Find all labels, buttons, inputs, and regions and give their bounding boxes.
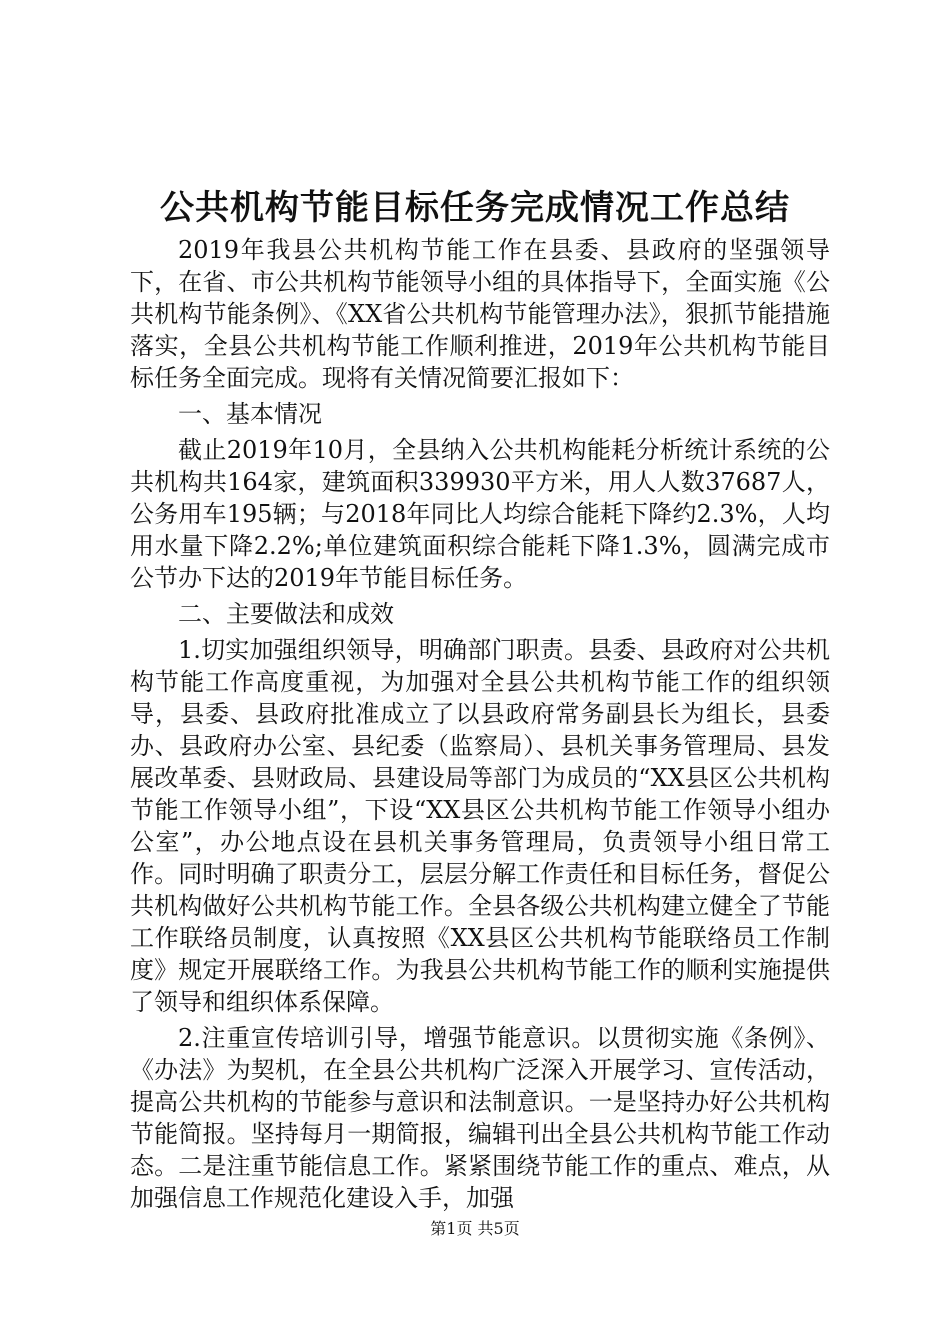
- document-title: 公共机构节能目标任务完成情况工作总结: [160, 188, 790, 228]
- measure-2-paragraph: 2.注重宣传培训引导，增强节能意识。以贯彻实施《条例》、《办法》为契机，在全县公共机构广泛深入开展学习、宣传活动，提高公共机构的节能参与意识和法制意识。一是坚持办好公共机构节能简报。坚持每月一期简报，编辑刊出全县公共机构节能工作动态。二是注重节能信息工作。紧紧围绕节能工作的重点、难点，从加强信息工作规范化建设入手，加强: [130, 1024, 830, 1212]
- page-footer: 第1页 共5页: [430, 1219, 520, 1238]
- section-heading-measures: 二、主要做法和成效: [178, 600, 394, 628]
- measure-1-paragraph: 1.切实加强组织领导，明确部门职责。县委、县政府对公共机构节能工作高度重视，为加强对全县公共机构节能工作的组织领导，县委、县政府批准成立了以县政府常务副县长为组长，县委办、县政府办公室、县纪委（监察局）、县机关事务管理局、县发展改革委、县财政局、县建设局等部门为成员的“XX县区公共机构节能工作领导小组”，下设“XX县区公共机构节能工作领导小组办公室”，办公地点设在县机关事务管理局，负责领导小组日常工作。同时明确了职责分工，层层分解工作责任和目标任务，督促公共机构做好公共机构节能工作。全县各级公共机构建立健全了节能工作联络员制度，认真按照《XX县区公共机构节能联络员工作制度》规定开展联络工作。为我县公共机构节能工作的顺利实施提供了领导和组织体系保障。: [130, 636, 830, 1016]
- section-heading-basic: 一、基本情况: [178, 400, 322, 428]
- document-body: [130, 234, 830, 1218]
- intro-paragraph: 2019年我县公共机构节能工作在县委、县政府的坚强领导下，在省、市公共机构节能领导小组的具体指导下，全面实施《公共机构节能条例》、《XX省公共机构节能管理办法》，狠抓节能措施落实，全县公共机构节能工作顺利推进，2019年公共机构节能目标任务全面完成。现将有关情况简要汇报如下：: [130, 236, 830, 392]
- basic-info-paragraph: 截止2019年10月，全县纳入公共机构能耗分析统计系统的公共机构共164家，建筑面积339930平方米，用人人数37687人，公务用车195辆；与2018年同比人均综合能耗下降约2.3%，人均用水量下降2.2%;单位建筑面积综合能耗下降1.3%，圆满完成市公节办下达的2019年节能目标任务。: [130, 436, 830, 592]
